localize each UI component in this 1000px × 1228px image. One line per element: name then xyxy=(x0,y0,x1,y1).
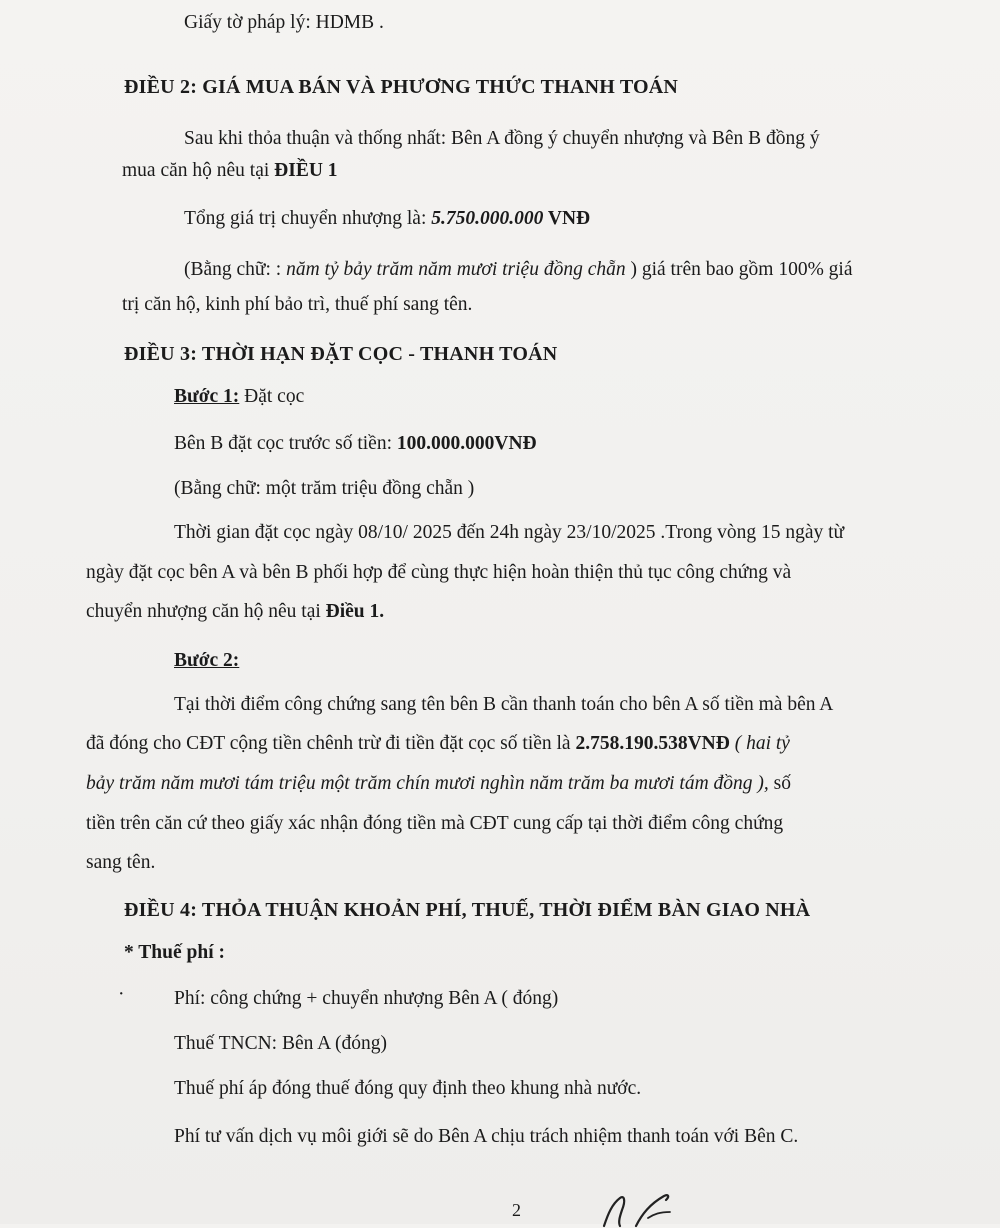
step-2-line-2: đã đóng cho CĐT cộng tiền chênh trừ đi tiền đặt cọc số tiền là 2.758.190.538VNĐ ( hai tỷ xyxy=(86,733,790,754)
step-2-line-1: Tại thời điểm công chứng sang tên bên B cần thanh toán cho bên A số tiền mà bên A xyxy=(174,694,834,715)
deposit-period-line-3: chuyển nhượng căn hộ nêu tại Điều 1. xyxy=(86,601,385,622)
amount-includes-line: trị căn hộ, kinh phí bảo trì, thuế phí sang tên. xyxy=(122,294,473,315)
article-3-heading: ĐIỀU 3: THỜI HẠN ĐẶT CỌC - THANH TOÁN xyxy=(124,343,558,365)
fee-line-4: Phí tư vấn dịch vụ môi giới sẽ do Bên A chịu trách nhiệm thanh toán với Bên C. xyxy=(174,1126,799,1147)
step-1-label: Bước 1: Đặt cọc xyxy=(174,386,305,407)
fee-line-3: Thuế phí áp đóng thuế đóng quy định theo khung nhà nước. xyxy=(174,1078,642,1099)
legal-docs-line: Giấy tờ pháp lý: HDMB . xyxy=(184,12,384,33)
total-value-line: Tổng giá trị chuyển nhượng là: 5.750.000.000 VNĐ xyxy=(184,208,591,229)
fee-line-1: Phí: công chứng + chuyển nhượng Bên A ( đóng) xyxy=(174,988,559,1009)
deposit-period-line-1: Thời gian đặt cọc ngày 08/10/ 2025 đến 24h ngày 23/10/2025 .Trong vòng 15 ngày từ xyxy=(174,522,845,543)
deposit-in-words-line: (Bằng chữ: một trăm triệu đồng chẵn ) xyxy=(174,478,475,499)
deposit-amount-line: Bên B đặt cọc trước số tiền: 100.000.000VNĐ xyxy=(174,433,537,454)
bullet-mark: · xyxy=(118,984,125,1005)
article-2-line-1: Sau khi thỏa thuận và thống nhất: Bên A đồng ý chuyển nhượng và Bên B đồng ý xyxy=(184,128,820,149)
tax-fee-label: * Thuế phí : xyxy=(124,942,225,963)
step-2-line-5: sang tên. xyxy=(86,852,156,873)
fee-line-2: Thuế TNCN: Bên A (đóng) xyxy=(174,1033,388,1054)
page-number: 2 xyxy=(512,1200,521,1220)
article-2-line-2: mua căn hộ nêu tại ĐIỀU 1 xyxy=(122,160,338,181)
step-2-line-4: tiền trên căn cứ theo giấy xác nhận đóng tiền mà CĐT cung cấp tại thời điểm công chứng xyxy=(86,813,784,834)
step-2-label: Bước 2: xyxy=(174,650,240,671)
amount-in-words-line: (Bằng chữ: : năm tỷ bảy trăm năm mươi triệu đồng chẵn ) giá trên bao gồm 100% giá xyxy=(184,259,853,280)
article-2-heading: ĐIỀU 2: GIÁ MUA BÁN VÀ PHƯƠNG THỨC THANH TOÁN xyxy=(124,76,679,98)
deposit-period-line-2: ngày đặt cọc bên A và bên B phối hợp để cùng thực hiện hoàn thiện thủ tục công chứng và xyxy=(86,562,792,583)
step-2-line-3: bảy trăm năm mươi tám triệu một trăm chín mươi nghìn năm trăm ba mươi tám đồng ), số xyxy=(86,773,791,794)
article-4-heading: ĐIỀU 4: THỎA THUẬN KHOẢN PHÍ, THUẾ, THỜI ĐIỂM BÀN GIAO NHÀ xyxy=(124,899,811,921)
signature-mark xyxy=(590,1188,700,1228)
